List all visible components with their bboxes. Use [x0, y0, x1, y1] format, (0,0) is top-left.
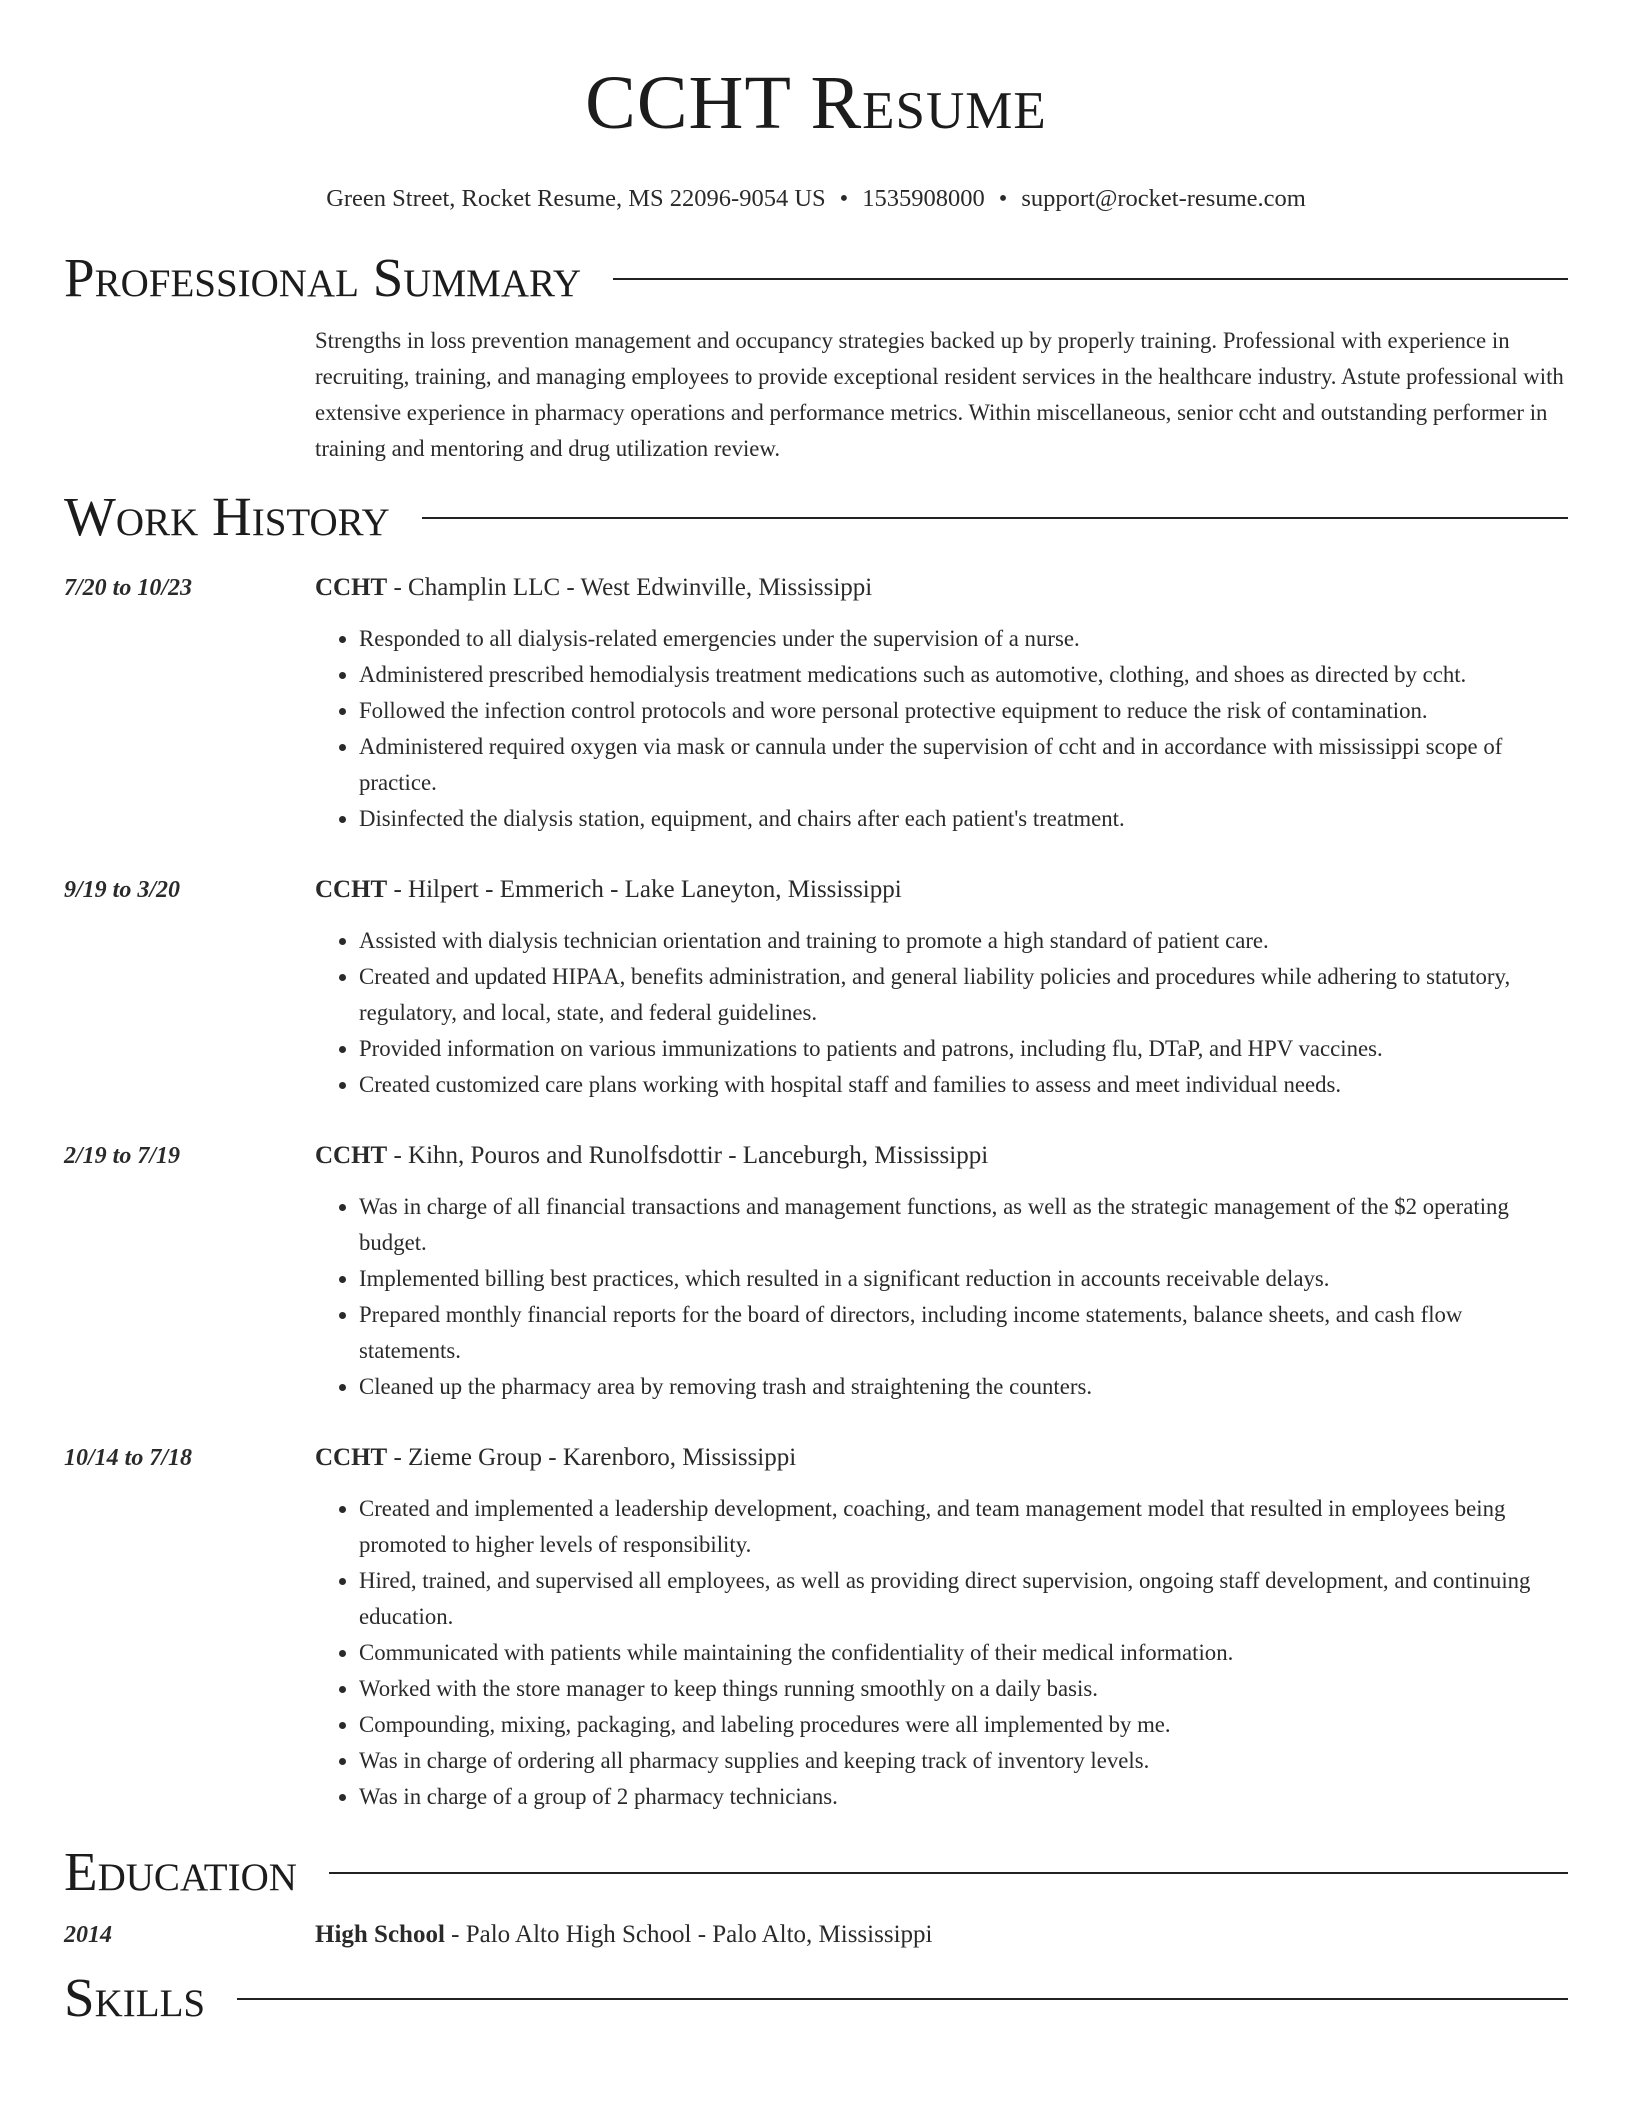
- job-body: [315, 872, 1568, 1103]
- job-bullet: • Cleaned up the pharmacy area by removing trash and straightening the counters.: [359, 1369, 1568, 1405]
- contact-line: [64, 184, 1568, 214]
- skills-section-header: [64, 1965, 1568, 2031]
- job-bullet: • Disinfected the dialysis station, equipment, and chairs after each patient's treatment.: [359, 801, 1568, 837]
- job-header: [315, 570, 1568, 606]
- education-entry: [64, 1917, 1568, 1953]
- job-role: CCHT: [315, 876, 388, 903]
- job-bullet: • Was in charge of a group of 2 pharmacy technicians.: [359, 1779, 1568, 1815]
- job-bullet: • Worked with the store manager to keep things running smoothly on a daily basis.: [359, 1671, 1568, 1707]
- contact-address: Green Street, Rocket Resume, MS 22096-9054 US: [326, 185, 826, 212]
- job-entry: [64, 872, 1568, 1103]
- job-bullet: • Communicated with patients while maintaining the confidentiality of their medical information.: [359, 1635, 1568, 1671]
- job-entry: [64, 570, 1568, 837]
- work-history-section-header: [64, 484, 1568, 550]
- job-body: [315, 1440, 1568, 1815]
- job-date: 10/14 to 7/18: [64, 1445, 193, 1471]
- job-bullet: • Implemented billing best practices, which resulted in a significant reduction in accounts receivable delays.: [359, 1261, 1568, 1297]
- summary-heading: Professional Summary: [64, 247, 582, 308]
- job-employer-location: - Champlin LLC - West Edwinville, Mississippi: [387, 574, 873, 601]
- education-details: [315, 1917, 932, 1953]
- resume-title: CCHT Resume: [585, 61, 1047, 145]
- section-divider: [422, 517, 1568, 519]
- separator-dot: •: [839, 185, 849, 212]
- section-divider: [237, 1998, 1568, 2000]
- job-employer-location: - Zieme Group - Karenboro, Mississippi: [387, 1444, 797, 1471]
- education-degree: High School: [315, 1921, 445, 1948]
- job-bullet: • Created and updated HIPAA, benefits administration, and general liability policies and procedures while adhering to statutory, regulatory, and local, state, and federal guidelines.: [359, 959, 1568, 1031]
- job-bullet: • Created customized care plans working with hospital staff and families to assess and meet individual needs.: [359, 1067, 1568, 1103]
- job-entry: [64, 1440, 1568, 1815]
- summary-text: Strengths in loss prevention management and occupancy strategies backed up by properly training. Professional with experience in recruiting, training, and managing employees to provide exceptional resident services in the healthcare industry. Astute professional with extensive experience in pharmacy operations and performance metrics. Within miscellaneous, senior ccht and outstanding performer in training and mentoring and drug utilization review.: [315, 328, 1564, 461]
- job-bullet: • Compounding, mixing, packaging, and labeling procedures were all implemented by me.: [359, 1707, 1568, 1743]
- job-bullet: • Prepared monthly financial reports for the board of directors, including income statements, balance sheets, and cash flow statements.: [359, 1297, 1568, 1369]
- section-divider: [329, 1872, 1568, 1874]
- job-employer-location: - Kihn, Pouros and Runolfsdottir - Lanceburgh, Mississippi: [387, 1142, 989, 1169]
- work-history-heading: Work History: [64, 486, 390, 547]
- job-header: [315, 1440, 1568, 1476]
- job-bullet: • Was in charge of ordering all pharmacy supplies and keeping track of inventory levels.: [359, 1743, 1568, 1779]
- job-header: [315, 872, 1568, 908]
- job-bullet: • Responded to all dialysis-related emergencies under the supervision of a nurse.: [359, 621, 1568, 657]
- job-bullet: • Administered required oxygen via mask or cannula under the supervision of ccht and in accordance with mississippi scope of practice.: [359, 729, 1568, 801]
- job-date: 7/20 to 10/23: [64, 575, 193, 601]
- summary-section-header: [64, 245, 1568, 311]
- job-date: 9/19 to 3/20: [64, 877, 181, 903]
- job-bullet-list: [315, 1189, 1568, 1405]
- job-role: CCHT: [315, 1142, 388, 1169]
- job-bullet: • Hired, trained, and supervised all employees, as well as providing direct supervision, ongoing staff development, and continuing education.: [359, 1563, 1568, 1635]
- job-bullet: • Assisted with dialysis technician orientation and training to promote a high standard of patient care.: [359, 923, 1568, 959]
- job-role: CCHT: [315, 574, 388, 601]
- job-role: CCHT: [315, 1444, 388, 1471]
- job-list: [64, 570, 1568, 1815]
- job-date: 2/19 to 7/19: [64, 1143, 181, 1169]
- job-bullet: • Followed the infection control protocols and wore personal protective equipment to reduce the risk of contamination.: [359, 693, 1568, 729]
- job-entry: [64, 1138, 1568, 1405]
- education-school: - Palo Alto High School - Palo Alto, Mississippi: [444, 1921, 933, 1948]
- separator-dot: •: [998, 185, 1008, 212]
- job-bullet-list: [315, 923, 1568, 1103]
- job-bullet-list: [315, 1491, 1568, 1815]
- job-header: [315, 1138, 1568, 1174]
- job-bullet-list: [315, 621, 1568, 837]
- job-body: [315, 1138, 1568, 1405]
- job-bullet: • Administered prescribed hemodialysis treatment medications such as automotive, clothing, and shoes as directed by ccht.: [359, 657, 1568, 693]
- contact-phone: 1535908000: [862, 185, 985, 212]
- skills-heading: Skills: [64, 1967, 206, 2028]
- education-date: 2014: [64, 1922, 112, 1948]
- job-bullet: • Created and implemented a leadership development, coaching, and team management model that resulted in employees being promoted to higher levels of responsibility.: [359, 1491, 1568, 1563]
- education-section-header: [64, 1839, 1568, 1905]
- job-bullet: • Was in charge of all financial transactions and management functions, as well as the strategic management of the $2 operating budget.: [359, 1189, 1568, 1261]
- job-bullet: • Provided information on various immunizations to patients and patrons, including flu, DTaP, and HPV vaccines.: [359, 1031, 1568, 1067]
- contact-email: support@rocket-resume.com: [1021, 185, 1306, 212]
- education-heading: Education: [64, 1841, 297, 1902]
- job-body: [315, 570, 1568, 837]
- job-employer-location: - Hilpert - Emmerich - Lake Laneyton, Mississippi: [387, 876, 902, 903]
- section-divider: [613, 278, 1568, 280]
